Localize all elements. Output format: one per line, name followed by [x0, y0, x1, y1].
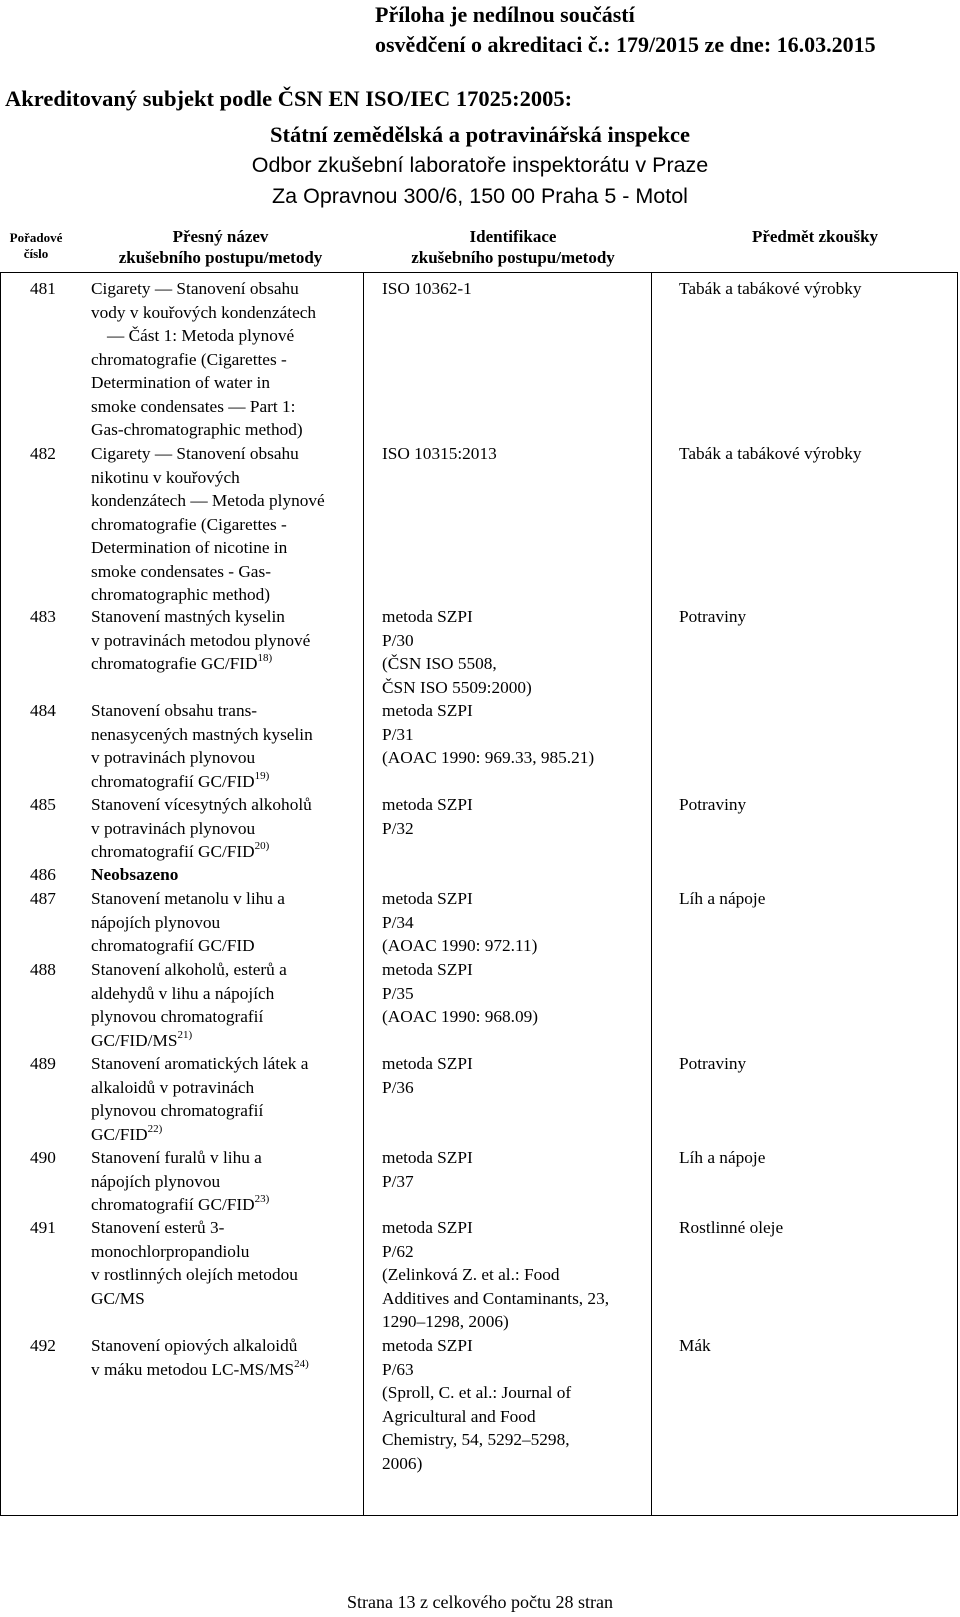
table-header — [0, 224, 960, 270]
table-row — [0, 1216, 960, 1334]
header-name-line-1: Přesný název — [172, 227, 269, 246]
identification-line: P/31 — [382, 724, 414, 744]
method-name-text: — Část 1: Metoda plynové — [107, 326, 295, 345]
row-number: 483 — [30, 607, 56, 626]
method-identification — [382, 958, 667, 1029]
method-name-text: nápojích plynovou — [91, 912, 221, 932]
method-name-text: Stanovení mastných kyselin — [91, 607, 285, 626]
method-name-text: plynovou chromatografií — [91, 1007, 264, 1026]
method-identification — [382, 793, 667, 840]
table-row — [0, 863, 960, 887]
table-body — [0, 277, 960, 1474]
footnote-ref: 24) — [294, 1357, 309, 1370]
method-name-line — [91, 489, 361, 513]
test-subject: Líh a nápoje — [679, 1148, 766, 1167]
method-name-text: Stanovení furalů v lihu a — [91, 1148, 262, 1167]
method-name-text: GC/FID — [91, 1124, 148, 1144]
identification-line: (AOAC 1990: 968.09) — [382, 1007, 539, 1026]
header-number-line-1: Pořadové — [9, 230, 63, 245]
identification-line: metoda SZPI — [382, 1336, 473, 1355]
identification-line: 1290–1298, 2006) — [382, 1312, 509, 1331]
identification-line: metoda SZPI — [382, 701, 473, 720]
method-name-text: Stanovení metanolu v lihu a — [91, 889, 285, 908]
method-name-text: nápojích plynovou — [91, 1171, 221, 1191]
method-name-text: chromatographic method) — [91, 585, 270, 604]
method-name-line — [91, 1029, 361, 1053]
identification-line: (AOAC 1990: 972.11) — [382, 936, 538, 955]
method-name — [91, 1334, 361, 1381]
row-number: 481 — [30, 279, 56, 298]
row-number: 488 — [30, 960, 56, 979]
method-name-line — [91, 1287, 361, 1311]
identification-line: Additives and Contaminants, 23, — [382, 1288, 610, 1308]
organization-address: Za Opravnou 300/6, 150 00 Praha 5 - Motol — [272, 184, 688, 208]
header-number-line-2: číslo — [23, 246, 49, 261]
identification-line: ISO 10315:2013 — [382, 444, 497, 463]
identification-line: (Zelinková Z. et al.: Food — [382, 1265, 560, 1284]
method-name-text: nenasycených mastných kyselin — [91, 724, 313, 744]
method-identification — [382, 442, 667, 466]
method-name-line — [91, 1240, 361, 1264]
method-name-text: Neobsazeno — [91, 865, 179, 884]
identification-line: metoda SZPI — [382, 795, 473, 814]
organization-department: Odbor zkušební laboratoře inspektorátu v Praze — [251, 153, 709, 177]
table-row — [0, 1334, 960, 1474]
method-identification — [382, 887, 667, 958]
method-name-line — [91, 583, 361, 607]
accredited-subject-heading: Akreditovaný subjekt podle ČSN EN ISO/IEC 17025:2005: — [5, 86, 573, 111]
method-name-text: Determination of water in — [91, 373, 270, 392]
identification-line: P/36 — [382, 1077, 414, 1097]
identification-line: metoda SZPI — [382, 1148, 473, 1167]
method-name-text: chromatografie GC/FID — [91, 654, 258, 673]
identification-line: Chemistry, 54, 5292–5298, — [382, 1430, 570, 1449]
method-name-text: aldehydů v lihu a nápojích — [91, 983, 275, 1003]
method-name-line — [91, 982, 361, 1006]
method-name — [91, 442, 361, 607]
method-name-line — [91, 911, 361, 935]
test-subject: Potraviny — [679, 1054, 747, 1073]
method-name-text: kondenzátech — Metoda plynové — [91, 491, 325, 510]
method-name-text: Stanovení obsahu trans- — [91, 701, 258, 720]
footnote-ref: 21) — [177, 1028, 193, 1041]
method-identification — [382, 277, 667, 301]
method-name-line — [91, 513, 361, 537]
method-name-line — [91, 418, 361, 442]
method-name-line — [91, 348, 361, 372]
header-name-line-2: zkušebního postupu/metody — [118, 248, 323, 267]
test-subject: Tabák a tabákové výrobky — [679, 444, 862, 463]
identification-line: P/30 — [382, 630, 414, 650]
annex-line-1: Příloha je nedílnou součástí — [375, 2, 635, 27]
method-name-text: Stanovení opiových alkaloidů — [91, 1336, 298, 1355]
method-name-line — [91, 723, 361, 747]
method-name-text: alkaloidů v potravinách — [91, 1077, 255, 1097]
method-name-line — [91, 863, 361, 887]
method-name-text: nikotinu v kouřových — [91, 467, 240, 487]
method-name-line — [91, 934, 361, 958]
row-number: 487 — [30, 889, 56, 908]
method-name-line — [91, 1076, 361, 1100]
header-ident-line-2: zkušebního postupu/metody — [411, 248, 615, 267]
footnote-ref: 18) — [257, 652, 273, 664]
header-subject — [675, 226, 955, 247]
identification-line: Agricultural and Food — [382, 1406, 536, 1426]
method-name — [91, 277, 361, 442]
identification-line: (ČSN ISO 5508, — [382, 654, 497, 673]
method-name-line — [91, 1263, 361, 1287]
table-row — [0, 793, 960, 863]
method-name — [91, 1146, 361, 1217]
table-row — [0, 699, 960, 793]
method-identification — [382, 1146, 667, 1193]
identification-line: 2006) — [382, 1453, 423, 1473]
method-name-line — [91, 1005, 361, 1029]
footnote-ref: 20) — [254, 840, 270, 852]
method-name-line — [91, 1358, 361, 1382]
method-name-text: Gas-chromatographic method) — [91, 420, 303, 439]
method-name-text: chromatografie (Cigarettes - — [91, 349, 287, 369]
method-name-text: vody v kouřových kondenzátech — [91, 302, 317, 322]
method-name-text: chromatografií GC/FID — [91, 1195, 255, 1214]
method-name-text: GC/FID/MS — [91, 1030, 178, 1050]
method-name-line — [91, 605, 361, 629]
method-name — [91, 863, 361, 887]
row-number: 482 — [30, 444, 56, 463]
method-name-text: v potravinách metodou plynové — [91, 630, 311, 650]
method-name-line — [91, 536, 361, 560]
identification-line: P/37 — [382, 1171, 414, 1191]
identification-line: metoda SZPI — [382, 607, 473, 626]
method-identification — [382, 1334, 667, 1475]
method-identification — [382, 699, 667, 770]
page-footer: Strana 13 z celkového počtu 28 stran — [347, 1592, 613, 1612]
method-name-text: v potravinách plynovou — [91, 748, 256, 767]
table-row — [0, 605, 960, 699]
organization-block — [0, 120, 960, 212]
footnote-ref: 23) — [254, 1193, 270, 1205]
method-name-line — [91, 1334, 361, 1358]
header-number — [8, 230, 64, 262]
method-name-line — [91, 277, 361, 301]
row-number: 486 — [30, 865, 56, 884]
method-name — [91, 699, 361, 793]
row-number: 491 — [30, 1218, 56, 1237]
identification-line: metoda SZPI — [382, 889, 473, 908]
method-name-line — [91, 371, 361, 395]
method-name-line — [91, 1099, 361, 1123]
method-name-line — [91, 301, 361, 325]
row-number: 484 — [30, 701, 56, 720]
method-name-text: Stanovení vícesytných alkoholů — [91, 795, 312, 814]
method-identification — [382, 1216, 667, 1334]
method-name-line — [91, 560, 361, 584]
method-name-text: monochlorpropandiolu — [91, 1241, 250, 1261]
footnote-ref: 19) — [254, 769, 270, 782]
method-name-text: GC/MS — [91, 1288, 145, 1308]
method-name-text: Stanovení esterů 3- — [91, 1218, 225, 1237]
row-number: 490 — [30, 1148, 56, 1167]
annex-line-2: osvědčení o akreditaci č.: 179/2015 ze dne: 16.03.2015 — [375, 32, 876, 57]
method-name-line — [91, 652, 361, 676]
method-name-line — [91, 887, 361, 911]
table-row — [0, 442, 960, 605]
method-name-text: Determination of nicotine in — [91, 538, 288, 557]
header-identification — [378, 226, 648, 268]
header-ident-line-1: Identifikace — [469, 227, 557, 246]
identification-line: (Sproll, C. et al.: Journal of — [382, 1383, 572, 1402]
method-name-line — [91, 746, 361, 770]
method-name-text: Stanovení aromatických látek a — [91, 1054, 309, 1073]
header-name — [88, 226, 353, 268]
test-subject: Potraviny — [679, 607, 747, 626]
identification-line: (AOAC 1990: 969.33, 985.21) — [382, 748, 595, 767]
method-name-line — [91, 1146, 361, 1170]
identification-line: metoda SZPI — [382, 960, 473, 979]
method-name-line — [91, 840, 361, 864]
method-name-line — [91, 1123, 361, 1147]
organization-name: Státní zemědělská a potravinářská inspekce — [269, 122, 690, 147]
method-name-text: Stanovení alkoholů, esterů a — [91, 960, 287, 979]
method-name-text: smoke condensates — Part 1: — [91, 396, 296, 416]
method-name-text: chromatografií GC/FID — [91, 771, 255, 791]
test-subject: Tabák a tabákové výrobky — [679, 279, 862, 298]
method-name — [91, 958, 361, 1052]
table-row — [0, 887, 960, 958]
method-name-line — [91, 629, 361, 653]
identification-line: ISO 10362-1 — [382, 279, 472, 298]
method-name-text: chromatografií GC/FID — [91, 936, 255, 955]
test-subject: Potraviny — [679, 795, 747, 814]
method-name-text: Cigarety — Stanovení obsahu — [91, 444, 299, 463]
method-name-text: plynovou chromatografií — [91, 1101, 264, 1120]
table-row — [0, 1146, 960, 1216]
identification-line: metoda SZPI — [382, 1054, 473, 1073]
method-name-text: chromatografií GC/FID — [91, 842, 255, 861]
identification-line: P/32 — [382, 818, 414, 838]
method-name-line — [91, 324, 361, 348]
method-name-text: v potravinách plynovou — [91, 818, 256, 838]
method-name — [91, 793, 361, 864]
method-name-line — [91, 817, 361, 841]
method-name-text: smoke condensates - Gas- — [91, 561, 271, 581]
method-name — [91, 1216, 361, 1310]
row-number: 492 — [30, 1336, 56, 1355]
method-name-line — [91, 793, 361, 817]
test-subject: Rostlinné oleje — [679, 1218, 784, 1237]
test-subject: Mák — [679, 1336, 711, 1355]
identification-line: P/63 — [382, 1359, 414, 1379]
header-subject-text: Předmět zkoušky — [751, 227, 879, 246]
method-name-line — [91, 1216, 361, 1240]
table-row — [0, 958, 960, 1052]
method-name-text: Cigarety — Stanovení obsahu — [91, 279, 299, 298]
row-number: 489 — [30, 1054, 56, 1073]
method-name-text: v máku metodou LC-MS/MS — [91, 1359, 295, 1379]
row-number: 485 — [30, 795, 56, 814]
method-name-line — [91, 770, 361, 794]
identification-line: P/34 — [382, 912, 414, 932]
method-name-line — [91, 1193, 361, 1217]
table-row — [0, 277, 960, 442]
method-name-text: v rostlinných olejích metodou — [91, 1265, 298, 1284]
method-name — [91, 1052, 361, 1146]
annex-note — [375, 0, 950, 60]
method-name-line — [91, 1052, 361, 1076]
identification-line: metoda SZPI — [382, 1218, 473, 1237]
identification-line: P/62 — [382, 1241, 414, 1261]
method-name-text: chromatografie (Cigarettes - — [91, 514, 287, 534]
identification-line: P/35 — [382, 983, 414, 1003]
identification-line: ČSN ISO 5509:2000) — [382, 677, 532, 697]
method-identification — [382, 1052, 667, 1099]
method-name — [91, 605, 361, 676]
method-name-line — [91, 442, 361, 466]
method-name-line — [91, 466, 361, 490]
method-name-line — [91, 958, 361, 982]
method-name-line — [91, 699, 361, 723]
method-name — [91, 887, 361, 958]
footnote-ref: 22) — [147, 1122, 163, 1135]
test-subject: Líh a nápoje — [679, 889, 766, 908]
method-identification — [382, 605, 667, 699]
table-row — [0, 1052, 960, 1146]
method-name-line — [91, 395, 361, 419]
method-name-line — [91, 1170, 361, 1194]
